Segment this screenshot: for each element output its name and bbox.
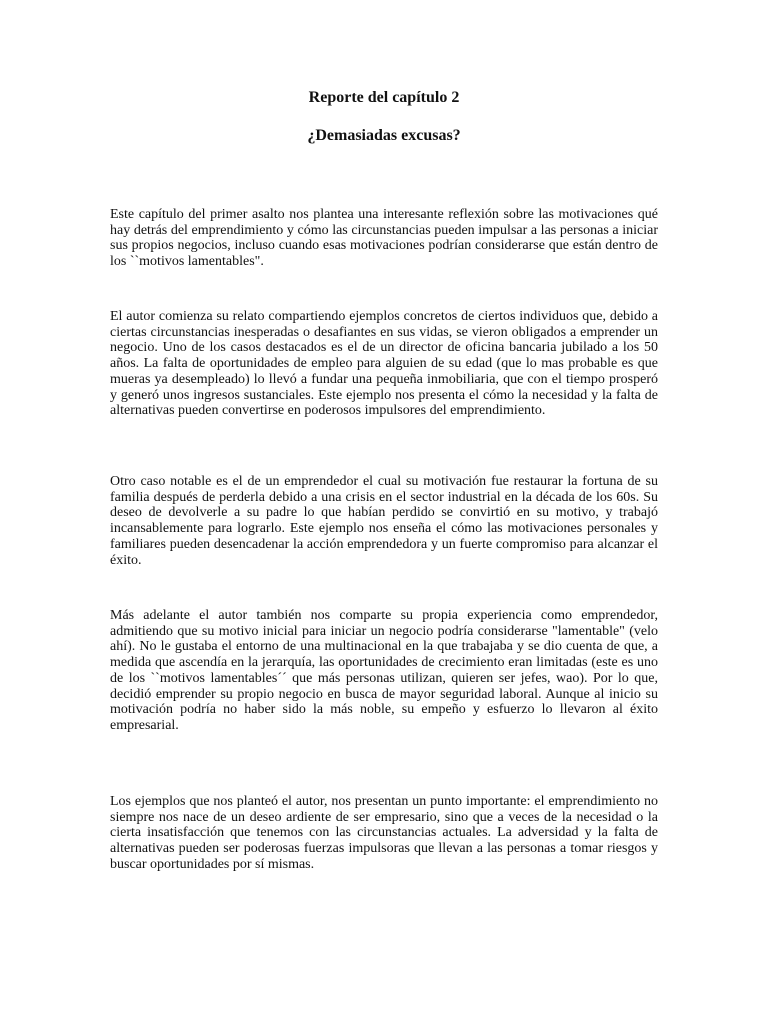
paragraph-2: El autor comienza su relato compartiendo ejemplos concretos de ciertos individuos que, debido a ciertas circunstancias inesperadas o desafiantes en sus vidas, se vieron obligados a emprender un negocio. Uno de los casos destacados es el de un director de oficina bancaria jubilado a los 50 años. La falta de oportunidades de empleo para alguien de su edad (que lo mas probable es que mueras ya desempleado) lo llevó a fundar una pequeña inmobiliaria, que con el tiempo prosperó y generó unos ingresos sustanciales. Este ejemplo nos presenta el cómo la necesidad y la falta de alternativas pueden convertirse en poderosos impulsores del emprendimiento. xyxy=(110,309,658,419)
paragraph-3: Otro caso notable es el de un emprendedor el cual su motivación fue restaurar la fortuna de su familia después de perderla debido a una crisis en el sector industrial en la década de los 60s. Su deseo de devolverle a su padre lo que habían perdido se convirtió en su motivo, y trabajó incansablemente para lograrlo. Este ejemplo nos enseña el cómo las motivaciones personales y familiares pueden desencadenar la acción emprendedora y un fuerte compromiso para alcanzar el éxito. xyxy=(110,474,658,568)
document-subtitle: ¿Demasiadas excusas? xyxy=(307,127,461,144)
paragraph-5: Los ejemplos que nos planteó el autor, nos presentan un punto importante: el emprendimiento no siempre nos nace de un deseo ardiente de ser empresario, sino que a veces de la necesidad o la cierta insatisfacción que tenemos con las circunstancias actuales. La adversidad y la falta de alternativas pueden ser poderosas fuerzas impulsoras que llevan a las personas a tomar riesgos y buscar oportunidades por sí mismas. xyxy=(110,794,658,872)
paragraph-1: Este capítulo del primer asalto nos plantea una interesante reflexión sobre las motivaciones qué hay detrás del emprendimiento y cómo las circunstancias pueden impulsar a las personas a iniciar sus propios negocios, incluso cuando esas motivaciones podrían considerarse que están dentro de los ``motivos lamentables". xyxy=(110,207,658,270)
paragraph-4: Más adelante el autor también nos comparte su propia experiencia como emprendedor, admitiendo que su motivo inicial para iniciar un negocio podría considerarse "lamentable" (velo ahí). No le gustaba el entorno de una multinacional en la que trabajaba y se dio cuenta de que, a medida que ascendía en la jerarquía, las oportunidades de crecimiento eran limitadas (este es uno de los ``motivos lamentables´´ que más personas utilizan, quieren ser jefes, wao). Por lo que, decidió emprender su propio negocio en busca de mayor seguridad laboral. Aunque al inicio su motivación podría no haber sido la más noble, su empeño y esfuerzo lo llevaron al éxito empresarial. xyxy=(110,608,658,733)
document-title: Reporte del capítulo 2 xyxy=(308,89,460,106)
